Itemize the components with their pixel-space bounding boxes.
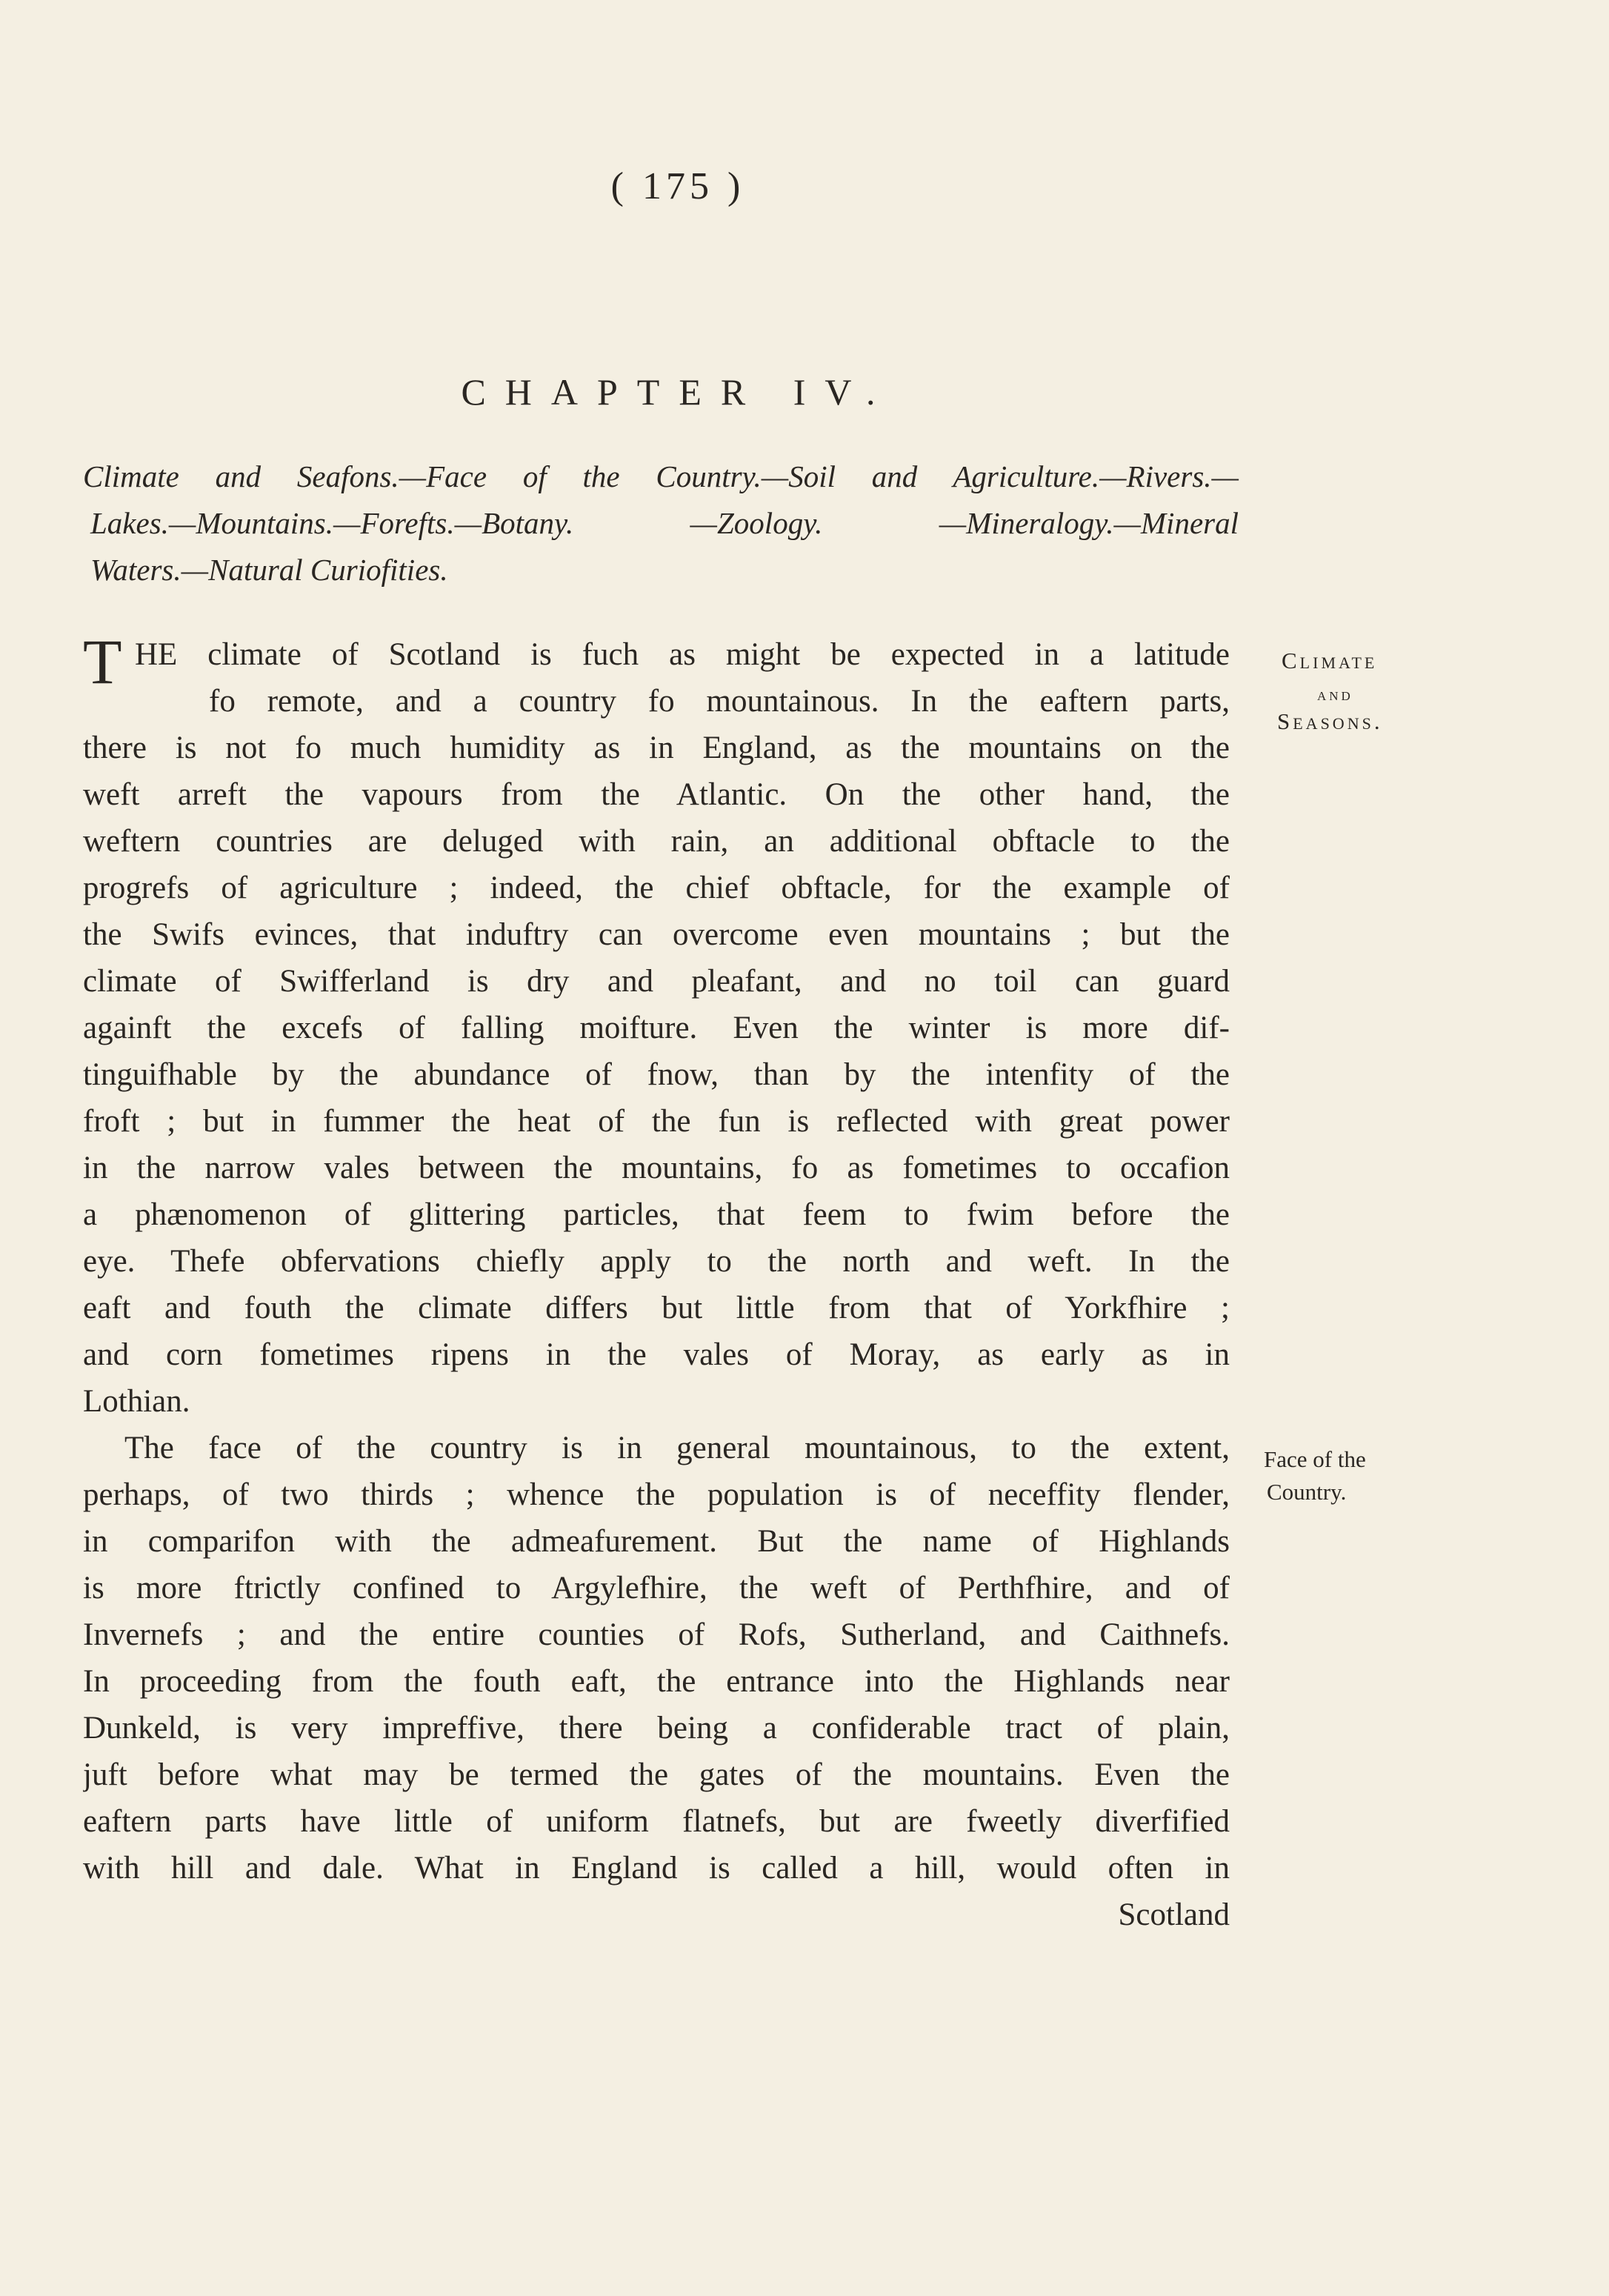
- text-line: progrefs of agriculture ; indeed, the chief obftacle, for the example of: [83, 871, 1230, 905]
- text-line: eye. Thefe obfervations chiefly apply to the north and weft. In the: [83, 1244, 1230, 1279]
- catchword: Scotland: [1118, 1897, 1230, 1932]
- text-line: In proceeding from the fouth eaft, the entrance into the Highlands near: [83, 1664, 1230, 1699]
- text-line: with hill and dale. What in England is called a hill, would often in: [83, 1851, 1230, 1886]
- text-line: and corn fometimes ripens in the vales of Moray, as early as in: [83, 1337, 1230, 1372]
- text-line: a phænomenon of glittering particles, that feem to fwim before the: [83, 1197, 1230, 1232]
- text-line: juft before what may be termed the gates of the mountains. Even the: [83, 1757, 1230, 1792]
- chapter-summary: [83, 453, 1239, 593]
- text-line: perhaps, of two thirds ; whence the population is of neceffity flender,: [83, 1477, 1230, 1512]
- summary-line: Lakes.—Mountains.—Forefts.—Botany. —Zoology. —Mineralogy.—Mineral: [90, 506, 1239, 540]
- text-line: weftern countries are deluged with rain, an additional obftacle to the: [83, 824, 1230, 859]
- chapter-heading: CHAPTER IV.: [461, 371, 895, 413]
- text-line: is more ftrictly confined to Argylefhire, the weft of Perthfhire, and of: [83, 1571, 1230, 1605]
- text-line: Dunkeld, is very impreffive, there being a confiderable tract of plain,: [83, 1711, 1230, 1746]
- page-number: ( 175 ): [610, 165, 745, 207]
- summary-line: Waters.—Natural Curiofities.: [90, 553, 448, 587]
- text-line: eaftern parts have little of uniform flatnefs, but are fweetly diverfified: [83, 1804, 1230, 1839]
- text-line: climate of Swifferland is dry and pleafant, and no toil can guard: [83, 964, 1230, 999]
- text-line: in comparifon with the admeafurement. But the name of Highlands: [83, 1524, 1230, 1559]
- drop-cap: T: [83, 626, 122, 697]
- margin-note-and: and: [1317, 685, 1353, 705]
- margin-note-face: Face of the: [1264, 1446, 1366, 1472]
- text-line: weft arreft the vapours from the Atlantic. On the other hand, the: [83, 777, 1230, 812]
- text-line: the Swifs evinces, that induftry can overcome even mountains ; but the: [83, 917, 1230, 952]
- margin-note-climate: Climate: [1282, 648, 1378, 673]
- text-line: tinguifhable by the abundance of fnow, than by the intenfity of the: [83, 1057, 1230, 1092]
- text-line: HE climate of Scotland is fuch as might be expected in a latitude: [135, 637, 1230, 672]
- text-line: eaft and fouth the climate differs but little from that of Yorkfhire ;: [83, 1291, 1230, 1325]
- text-line: The face of the country is in general mountainous, to the extent,: [124, 1431, 1230, 1465]
- body-text: [83, 626, 1230, 1938]
- text-line: Lothian.: [83, 1384, 190, 1419]
- text-line: froft ; but in fummer the heat of the fun is reflected with great power: [83, 1104, 1230, 1139]
- text-line: fo remote, and a country fo mountainous. In the eaftern parts,: [209, 684, 1230, 719]
- text-line: Invernefs ; and the entire counties of Rofs, Sutherland, and Caithnefs.: [83, 1617, 1230, 1652]
- text-line: there is not fo much humidity as in England, as the mountains on the: [83, 731, 1230, 765]
- margin-note-seasons: Seasons.: [1277, 708, 1383, 734]
- text-line: againft the excefs of falling moifture. Even the winter is more dif-: [83, 1011, 1230, 1045]
- text-line: in the narrow vales between the mountains, fo as fometimes to occafion: [83, 1151, 1230, 1185]
- summary-line: Climate and Seafons.—Face of the Country.—Soil and Agriculture.—Rivers.—: [83, 459, 1239, 493]
- margin-note-country: Country.: [1267, 1479, 1347, 1505]
